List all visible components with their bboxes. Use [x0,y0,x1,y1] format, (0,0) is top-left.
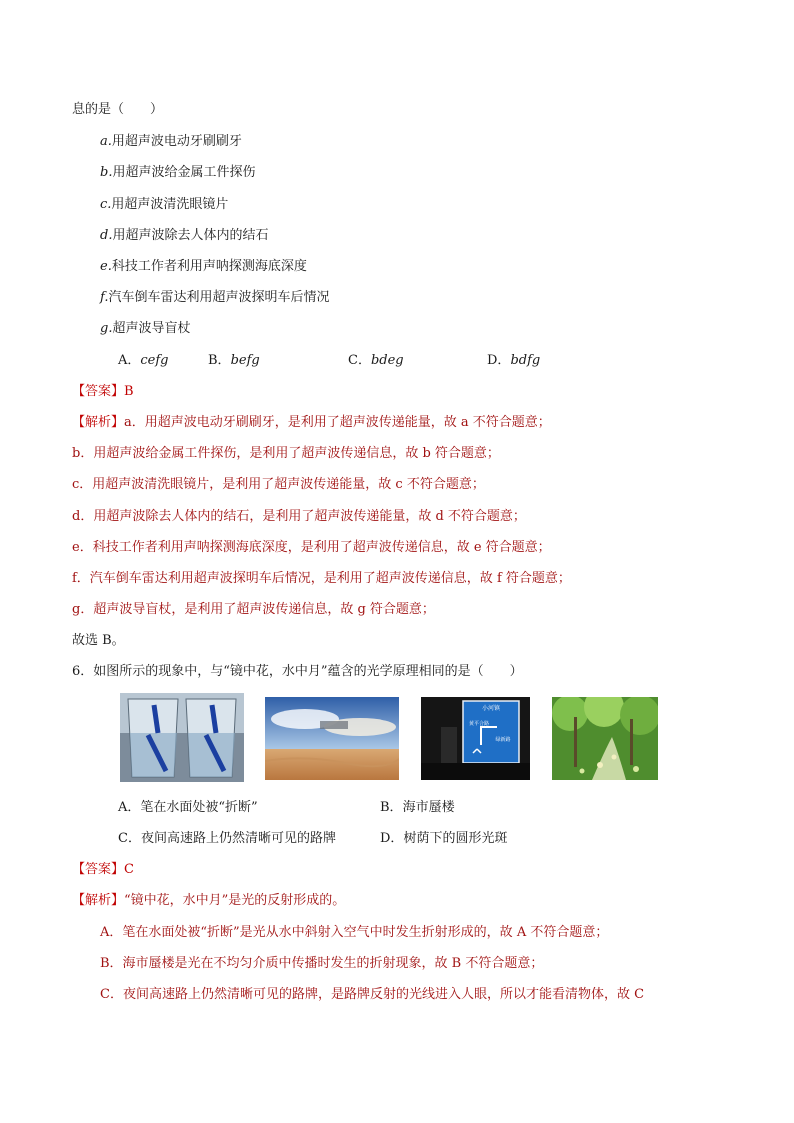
q5-analysis-g: g．超声波导盲杖，是利用了超声波传递信息，故 g 符合题意； [72,602,435,617]
glasses-pencil-image [120,693,244,782]
q5-analysis-b: b．用超声波给金属工件探伤，是利用了超声波传递信息，故 b 符合题意； [72,446,500,461]
item-text: 用超声波清洗眼镜片 [111,197,229,212]
analysis-text: a．用超声波电动牙刷刷牙，是利用了超声波传递能量，故 a 不符合题意； [124,415,551,430]
answer-value: B [124,384,134,399]
option-text: 笔在水面处被“折断” [140,800,258,815]
sign-text-left: 黄平合路 [468,721,490,727]
option-label: D． [380,831,404,846]
analysis-tag: 【解析】 [72,415,125,430]
q6-analysis-b: B．海市蜃楼是光在不均匀介质中传播时发生的折射现象，故 B 不符合题意； [100,956,544,971]
answer-tag: 【答案】 [72,384,125,399]
road-sign-image [421,697,530,780]
q5-item-g [100,320,190,338]
item-text: 用超声波给金属工件探伤 [112,165,256,180]
q5-item-f [100,289,330,307]
q6-option-d [380,830,507,848]
item-text: 汽车倒车雷达利用超声波探明车后情况 [108,290,330,305]
analysis-tag: 【解析】 [72,893,125,908]
item-text: 用超声波电动牙刷刷牙 [111,134,242,149]
q6-option-a [118,799,258,817]
q5-option-a [118,352,169,370]
q5-analysis-e: e．科技工作者利用声呐探测海底深度，是利用了超声波传递信息，故 e 符合题意； [72,540,551,555]
q5-option-d [487,352,540,370]
option-value: cefg [140,353,169,368]
option-text: 树荫下的圆形光斑 [403,831,508,846]
q5-item-b [100,164,255,182]
sign-text-bottom: 绿新路 [495,737,511,743]
q6-analysis-a: A．笔在水面处被“折断”是光从水中斜射入空气中时发生折射形成的，故 A 不符合题意； [100,925,609,940]
mirage-image [265,697,399,780]
item-text: 科技工作者利用声呐探测海底深度 [111,259,307,274]
q5-option-b [208,352,260,370]
q5-option-c [348,352,404,370]
q5-analysis-a [72,414,551,432]
q5-conclusion: 故选 B。 [72,633,125,648]
q5-item-e [100,258,307,276]
analysis-text: “镜中花，水中月”是光的反射形成的。 [124,893,346,908]
q5-analysis-f: f．汽车倒车雷达利用超声波探明车后情况，是利用了超声波传递信息，故 f 符合题意； [72,571,571,586]
q5-item-c [100,196,228,214]
tree-shade-image [552,697,658,780]
q6-analysis-c: C．夜间高速路上仍然清晰可见的路牌，是路牌反射的光线进入人眼，所以才能看清物体，故 C [100,987,645,1002]
sign-text-top: 小河镇 [481,705,501,712]
q6-option-c [118,830,336,848]
answer-value: C [124,862,134,877]
item-key: b. [100,165,113,180]
item-key: g. [100,321,113,336]
item-text: 用超声波除去人体内的结石 [112,228,269,243]
q5-item-d [100,227,268,245]
item-text: 超声波导盲杖 [112,321,191,336]
item-key: e. [100,259,112,274]
option-value: bdeg [370,353,404,368]
q6-analysis-intro [72,892,345,910]
q5-item-a [100,133,242,151]
option-label: C． [118,831,141,846]
option-text: 夜间高速路上仍然清晰可见的路牌 [140,831,336,846]
item-key: f. [100,290,109,305]
option-label: B． [380,800,403,815]
q6-stem: 6．如图所示的现象中，与“镜中花，水中月”蕴含的光学原理相同的是（ ） [72,664,523,679]
option-label: D． [487,353,511,368]
q5-stem-end: 息的是（ ） [72,102,164,117]
option-value: befg [230,353,260,368]
q6-option-b [380,799,455,817]
item-key: d. [100,228,113,243]
q5-analysis-d: d．用超声波除去人体内的结石，是利用了超声波传递能量，故 d 不符合题意； [72,509,526,524]
item-key: a. [100,134,112,149]
item-key: c. [100,197,112,212]
q5-answer [72,383,134,401]
option-text: 海市蜃楼 [402,800,455,815]
option-label: B． [208,353,231,368]
q5-analysis-c: c．用超声波清洗眼镜片，是利用了超声波传递能量，故 c 不符合题意； [72,477,485,492]
option-value: bdfg [510,353,541,368]
option-label: C． [348,353,371,368]
answer-tag: 【答案】 [72,862,125,877]
q6-answer [72,861,134,879]
option-label: A． [118,800,141,815]
option-label: A． [118,353,141,368]
